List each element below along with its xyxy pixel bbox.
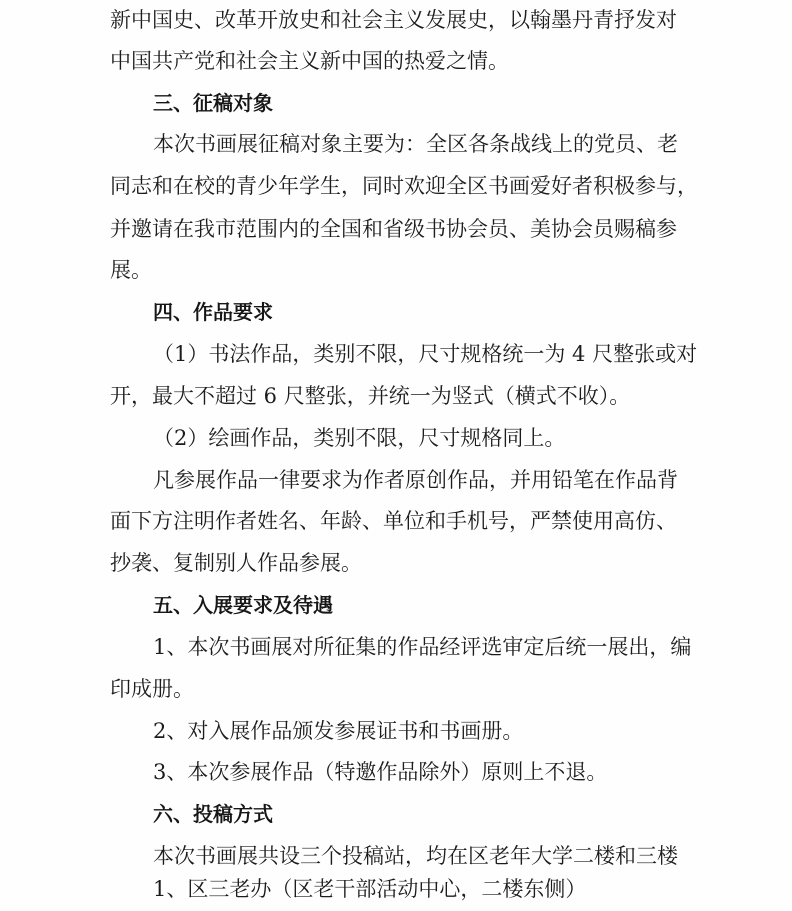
- body-line: 本次书画展征稿对象主要为：全区各条战线上的党员、老: [153, 132, 678, 156]
- body-line: 2、对入展作品颁发参展证书和书画册。: [153, 719, 524, 743]
- body-line: 本次书画展共设三个投稿站，均在区老年大学二楼和三楼: [153, 844, 678, 868]
- section-heading: 三、征稿对象: [153, 91, 273, 115]
- body-line: 开，最大不超过 6 尺整张，并统一为竖式（横式不收）。: [110, 384, 631, 408]
- body-line: 并邀请在我市范围内的全国和省级书协会员、美协会员赐稿参: [110, 217, 677, 241]
- body-line: 印成册。: [110, 677, 194, 701]
- body-line: 新中国史、改革开放史和社会主义发展史，以翰墨丹青抒发对: [110, 8, 677, 32]
- body-line: （1）书法作品，类别不限，尺寸规格统一为 4 尺整张或对: [153, 342, 698, 366]
- body-line: 同志和在校的青少年学生，同时欢迎全区书画爱好者积极参与，: [110, 174, 698, 198]
- body-line: 中国共产党和社会主义新中国的热爱之情。: [110, 49, 509, 73]
- body-line: （2）绘画作品，类别不限，尺寸规格同上。: [153, 426, 566, 450]
- body-line: 3、本次参展作品（特邀作品除外）原则上不退。: [153, 760, 608, 784]
- section-heading: 五、入展要求及待遇: [153, 593, 333, 617]
- body-line: 面下方注明作者姓名、年龄、单位和手机号，严禁使用高仿、: [110, 509, 677, 533]
- body-line: 凡参展作品一律要求为作者原创作品，并用铅笔在作品背: [153, 468, 678, 492]
- body-line: 1、区三老办（区老干部活动中心，二楼东侧）: [153, 877, 587, 901]
- body-line: 抄袭、复制别人作品参展。: [110, 551, 362, 575]
- section-heading: 四、作品要求: [153, 300, 273, 324]
- body-line: 展。: [110, 258, 152, 282]
- body-line: 1、本次书画展对所征集的作品经评选审定后统一展出，编: [153, 635, 692, 659]
- section-heading: 六、投稿方式: [153, 802, 273, 826]
